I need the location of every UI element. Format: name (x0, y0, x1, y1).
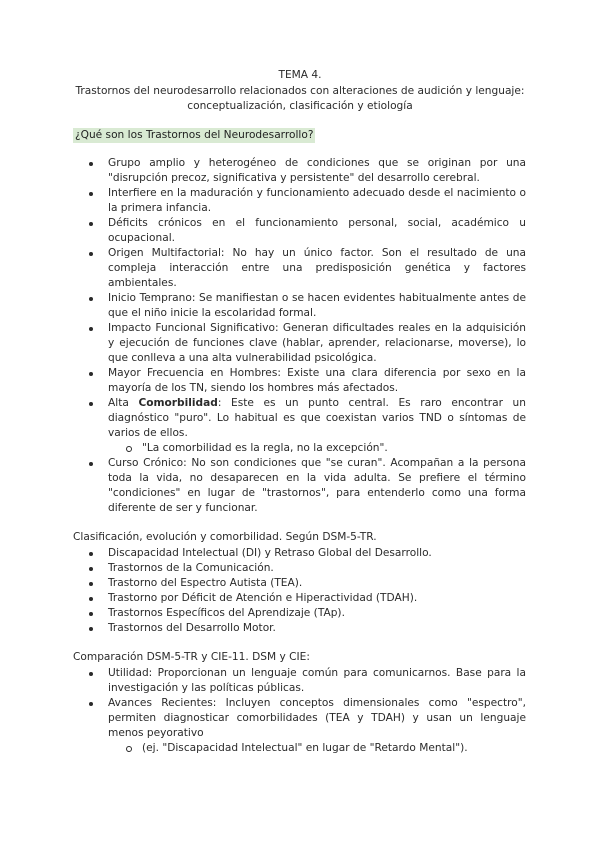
list-item: Origen Multifactorial: No hay un único factor. Son el resultado de una compleja interacción entre una predisposición genética y factores ambientales. (0, 246, 526, 291)
section-label-classification: Clasificación, evolución y comorbilidad. Según DSM-5-TR. (73, 531, 377, 543)
section-heading-neurodevelopment: ¿Qué son los Trastornos del Neurodesarrollo? (75, 129, 314, 141)
list-item-comorbidity (0, 396, 526, 441)
list-item: Mayor Frecuencia en Hombres: Existe una clara diferencia por sexo en la mayoría de los TN, siendo los hombres más afectados. (0, 366, 526, 396)
document-title: TEMA 4. (278, 69, 322, 81)
comorbidity-term: Comorbilidad (138, 397, 218, 409)
list-item: Trastornos del Desarrollo Motor. (0, 621, 526, 636)
list-item: Déficits crónicos en el funcionamiento personal, social, académico u ocupacional. (0, 216, 526, 246)
comorbidity-text: : Este es un punto central. Es raro encontrar un diagnóstico "puro". Lo habitual es que coexistan varios TND o síntomas de varios de ellos. (108, 397, 526, 439)
sub-list-item: "La comorbilidad es la regla, no la excepción". (0, 441, 526, 456)
list-item: Discapacidad Intelectual (DI) y Retraso Global del Desarrollo. (0, 546, 526, 561)
list-item: Curso Crónico: No son condiciones que "se curan". Acompañan a la persona toda la vida, no desaparecen en la vida adulta. Se prefiere el término "condiciones" en lugar de "trastornos", para entenderlo como una forma diferente de ser y funcionar. (0, 456, 526, 516)
section1-list (0, 156, 526, 516)
list-item: Inicio Temprano: Se manifiestan o se hacen evidentes habitualmente antes de que el niño inicie la escolaridad formal. (0, 291, 526, 321)
section-label-comparison: Comparación DSM-5-TR y CIE-11. DSM y CIE: (73, 651, 310, 663)
comorbidity-prefix: Alta (108, 397, 139, 409)
list-item: Utilidad: Proporcionan un lenguaje común para comunicarnos. Base para la investigación y las políticas públicas. (0, 666, 526, 696)
list-item: Trastorno por Déficit de Atención e Hiperactividad (TDAH). (0, 591, 526, 606)
list-item: Trastornos Específicos del Aprendizaje (TAp). (0, 606, 526, 621)
list-item: Avances Recientes: Incluyen conceptos dimensionales como "espectro", permiten diagnosticar comorbilidades (TEA y TDAH) y usan un lenguaje menos peyorativo (0, 696, 526, 741)
document-subtitle: Trastornos del neurodesarrollo relacionados con alteraciones de audición y lenguaje: conceptualización, clasificación y etiología (75, 85, 525, 112)
list-item: Impacto Funcional Significativo: Generan dificultades reales en la adquisición y ejecución de funciones clave (hablar, aprender, relacionarse, moverse), lo que conlleva a una alta vulnerabilidad psicológica. (0, 321, 526, 366)
sub-list-item: (ej. "Discapacidad Intelectual" en lugar de "Retardo Mental"). (0, 741, 526, 756)
section3-list (0, 666, 526, 756)
list-item: Interfiere en la maduración y funcionamiento adecuado desde el nacimiento o la primera infancia. (0, 186, 526, 216)
list-item: Grupo amplio y heterogéneo de condiciones que se originan por una "disrupción precoz, significativa y persistente" del desarrollo cerebral. (0, 156, 526, 186)
section2-list (0, 546, 526, 636)
list-item: Trastorno del Espectro Autista (TEA). (0, 576, 526, 591)
list-item: Trastornos de la Comunicación. (0, 561, 526, 576)
